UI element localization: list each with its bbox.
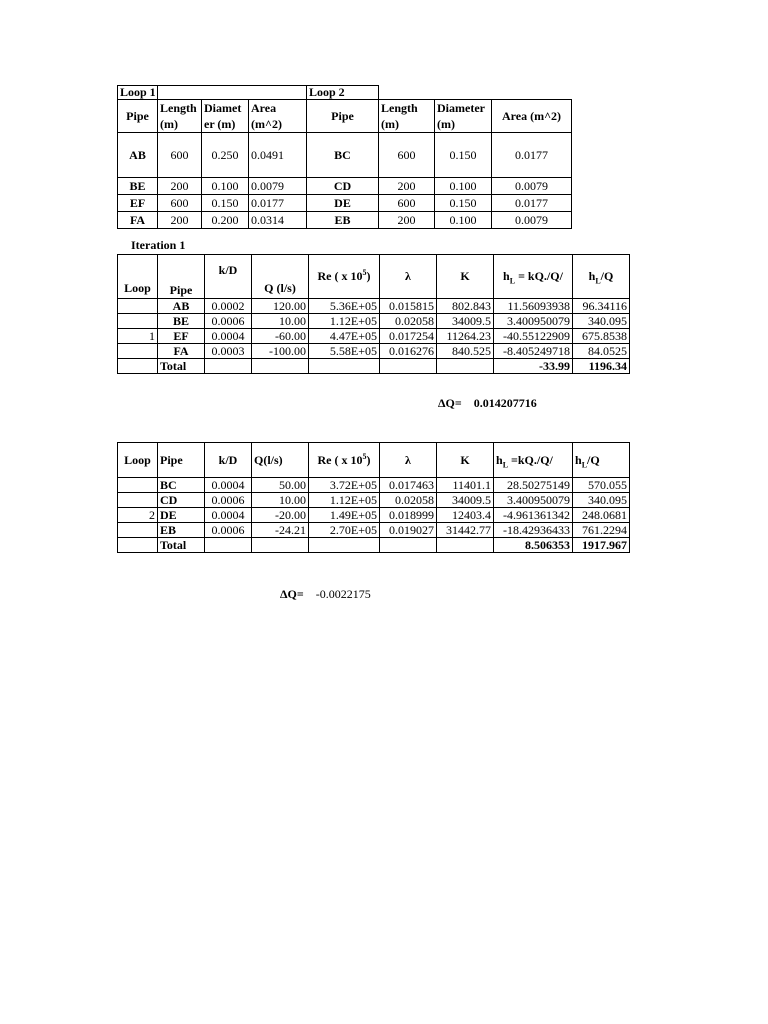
table-row: BE 0.0006 10.00 1.12E+05 0.02058 34009.5 3.400950079 340.095 (118, 314, 630, 329)
length-cell: 600 (158, 133, 202, 178)
table-row: 1 EF 0.0004 -60.00 4.47E+05 0.017254 11264.23 -40.55122909 675.8538 (118, 329, 630, 344)
pipe-cell: BC (307, 133, 379, 178)
area-cell: 0.0079 (249, 178, 307, 195)
total-hl-over-q: 1917.967 (573, 538, 630, 553)
table-row: FA 0.0003 -100.00 5.58E+05 0.016276 840.525 -8.405249718 84.0525 (118, 344, 630, 359)
length-cell: 600 (379, 133, 435, 178)
length-cell: 200 (158, 178, 202, 195)
header-kd: k/D (205, 255, 252, 299)
delta-q-label: ΔQ= (280, 587, 304, 601)
total-hl: -33.99 (494, 359, 573, 374)
table-row: AB 0.0002 120.00 5.36E+05 0.015815 802.843 11.56093938 96.34116 (118, 299, 630, 314)
header-k: K (437, 443, 494, 478)
header-area-loop2: Area (m^2) (492, 100, 572, 133)
loop2-iteration-table (117, 442, 630, 553)
header-lambda: λ (380, 443, 437, 478)
area-cell: 0.0177 (249, 195, 307, 212)
length-cell: 200 (379, 178, 435, 195)
area-cell: 0.0491 (249, 133, 307, 178)
delta-q-label: ΔQ= (438, 396, 462, 410)
table-row: EB 0.0006 -24.21 2.70E+05 0.019027 31442.77 -18.42936433 761.2294 (118, 523, 630, 538)
pipe-cell: CD (307, 178, 379, 195)
header-pipe: Pipe (158, 443, 205, 478)
header-pipe-loop2: Pipe (307, 100, 379, 133)
header-hl: $h_L = kQ./Q/$ (494, 255, 573, 299)
area-cell: 0.0314 (249, 212, 307, 229)
header-re: Re ( x $10^5$) (309, 255, 380, 299)
header-pipe: Pipe (158, 255, 205, 299)
diameter-cell: 0.100 (435, 178, 492, 195)
header-hl-over-q: $h_L/Q$ (573, 443, 630, 478)
loop2-title: Loop 2 (307, 86, 379, 100)
pipe-cell: BE (118, 178, 158, 195)
header-loop: Loop (118, 443, 158, 478)
area-cell: 0.0079 (492, 178, 572, 195)
header-area-loop1: Area (m^2) (249, 100, 307, 133)
delta-q-value: 0.014207716 (473, 396, 537, 410)
loop1-title: Loop 1 (118, 86, 158, 100)
total-hl: 8.506353 (494, 538, 573, 553)
header-pipe-loop1: Pipe (118, 100, 158, 133)
length-cell: 200 (379, 212, 435, 229)
table-row: 2 DE 0.0004 -20.00 1.49E+05 0.018999 12403.4 -4.961361342 248.0681 (118, 508, 630, 523)
pipe-cell: DE (307, 195, 379, 212)
length-cell: 200 (158, 212, 202, 229)
header-re: Re ( x $10^5$) (309, 443, 380, 478)
pipe-cell: AB (118, 133, 158, 178)
header-q: Q(l/s) (252, 443, 309, 478)
header-lambda: λ (380, 255, 437, 299)
diameter-cell: 0.150 (435, 133, 492, 178)
table-row: BC 0.0004 50.00 3.72E+05 0.017463 11401.1 28.50275149 570.055 (118, 478, 630, 493)
diameter-cell: 0.150 (435, 195, 492, 212)
diameter-cell: 0.100 (435, 212, 492, 229)
total-hl-over-q: 1196.34 (573, 359, 630, 374)
header-diameter-loop1: Diamet er (m) (202, 100, 249, 133)
header-kd: k/D (205, 443, 252, 478)
diameter-cell: 0.200 (202, 212, 249, 229)
length-cell: 600 (379, 195, 435, 212)
pipe-properties-table (117, 85, 572, 229)
area-cell: 0.0177 (492, 195, 572, 212)
header-hl: $h_L =kQ./Q/$ (494, 443, 573, 478)
header-hl-over-q: $h_L/Q$ (573, 255, 630, 299)
diameter-cell: 0.250 (202, 133, 249, 178)
header-q: Q (l/s) (252, 255, 309, 299)
header-k: K (437, 255, 494, 299)
pipe-cell: FA (118, 212, 158, 229)
pipe-cell: EF (118, 195, 158, 212)
length-cell: 600 (158, 195, 202, 212)
diameter-cell: 0.100 (202, 178, 249, 195)
delta-q-loop1 (438, 396, 537, 411)
total-row: Total -33.99 1196.34 (118, 359, 630, 374)
pipe-cell: EB (307, 212, 379, 229)
header-diameter-loop2: Diameter (m) (435, 100, 492, 133)
total-row: Total 8.506353 1917.967 (118, 538, 630, 553)
loop1-iteration-table (117, 254, 630, 374)
header-length-loop2: Length (m) (379, 100, 435, 133)
delta-q-loop2 (280, 587, 371, 602)
iteration-title: Iteration 1 (131, 238, 186, 252)
area-cell: 0.0177 (492, 133, 572, 178)
delta-q-value: -0.0022175 (315, 587, 371, 601)
table-row: CD 0.0006 10.00 1.12E+05 0.02058 34009.5 3.400950079 340.095 (118, 493, 630, 508)
header-length-loop1: Length (m) (158, 100, 202, 133)
header-loop: Loop (118, 255, 158, 299)
diameter-cell: 0.150 (202, 195, 249, 212)
area-cell: 0.0079 (492, 212, 572, 229)
